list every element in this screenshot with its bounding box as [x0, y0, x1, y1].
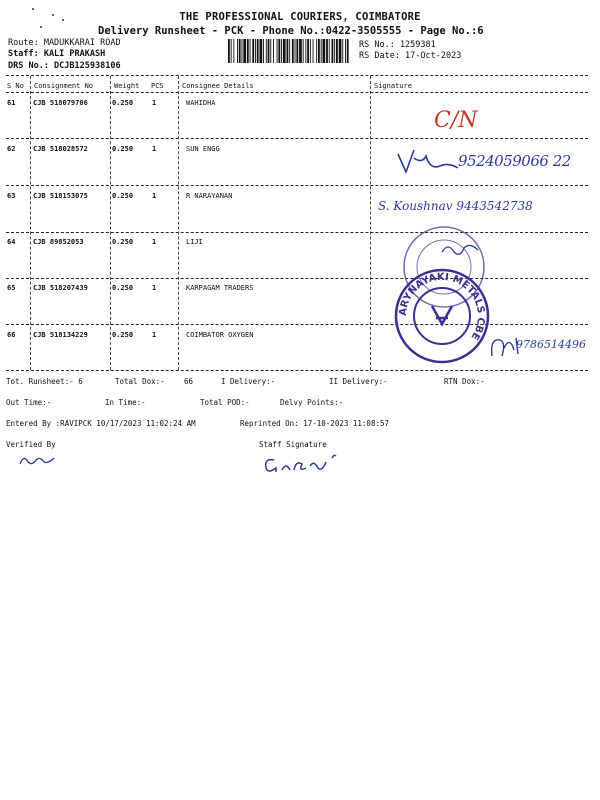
barcode-bar: [345, 39, 346, 63]
row-pcs: 1: [152, 145, 157, 153]
barcode-bar: [263, 39, 264, 63]
barcode-bar: [239, 39, 241, 63]
row-consignee: LIJI: [186, 238, 203, 246]
rs-date: RS Date: 17-Oct-2023: [359, 51, 462, 61]
handwritten-name-phone: S. Koushnav 9443542738: [378, 199, 533, 213]
ii-delivery: II Delivery:-: [329, 377, 388, 386]
out-time: Out Time:-: [6, 398, 52, 407]
row-weight: 0.250: [112, 99, 134, 107]
barcode-bar: [313, 39, 314, 63]
row-sno: 63: [7, 192, 16, 200]
row-pcs: 1: [152, 99, 157, 107]
rs-number: RS No.: 1259381: [359, 40, 436, 50]
barcode-bar: [243, 39, 246, 63]
total-dox-label: Total Dox:-: [115, 377, 165, 386]
row-sno: 65: [7, 284, 16, 292]
barcode-bar: [255, 39, 256, 63]
column-divider: [30, 76, 31, 370]
barcode-bar: [233, 39, 234, 63]
barcode-bar: [250, 39, 251, 63]
barcode-bar: [237, 39, 238, 63]
col-header-weight: Weight: [114, 82, 140, 90]
barcode-bar: [283, 39, 286, 63]
barcode-bar: [289, 39, 290, 63]
barcode-bar: [342, 39, 343, 63]
barcode-bar: [347, 39, 349, 63]
column-divider: [178, 76, 179, 370]
barcode-bar: [339, 39, 342, 63]
total-pod: Total POD:-: [200, 398, 250, 407]
row-weight: 0.250: [112, 192, 134, 200]
barcode-bar: [292, 39, 294, 63]
row-sno: 62: [7, 145, 16, 153]
svg-text:ARYNAYAKI METALS CBE: ARYNAYAKI METALS CBE: [397, 271, 487, 342]
row-consignment: CJB 518079706: [33, 99, 88, 107]
handwritten-cn: C/N: [434, 108, 478, 133]
barcode-bar: [278, 39, 280, 63]
verified-by-label: Verified By: [6, 440, 56, 449]
barcode-bar: [321, 39, 322, 63]
barcode-bar: [266, 39, 267, 63]
in-time: In Time:-: [105, 398, 146, 407]
barcode-bar: [310, 39, 311, 63]
row-consignee: R NARAYANAN: [186, 192, 233, 200]
barcode-bar: [257, 39, 259, 63]
row-pcs: 1: [152, 284, 157, 292]
delivery-points: Delvy Points:-: [280, 398, 344, 407]
row-pcs: 1: [152, 331, 157, 339]
row-consignment: CJB 518028572: [33, 145, 88, 153]
row-consignee: SUN ENGG: [186, 145, 220, 153]
row-sno: 61: [7, 99, 16, 107]
barcode-bar: [247, 39, 249, 63]
row-sno: 66: [7, 331, 16, 339]
barcode: [228, 39, 350, 63]
barcode-bar: [332, 39, 334, 63]
barcode-bar: [242, 39, 243, 63]
total-dox-value: 66: [184, 377, 194, 386]
reprinted-on: Reprinted On: 17-10-2023 11:08:57: [240, 419, 390, 428]
table-top-border: [6, 75, 588, 76]
row-consignee: KARPAGAM TRADERS: [186, 284, 254, 292]
col-header-pcs: PCS: [151, 82, 164, 90]
barcode-bar: [316, 39, 317, 63]
row-pcs: 1: [152, 238, 157, 246]
company-stamp: [392, 266, 492, 366]
signature-scribble: [396, 146, 466, 176]
col-header-consignee: Consignee Details: [182, 82, 254, 90]
staff-signature-label: Staff Signature: [259, 440, 327, 449]
row-consignment: CJB 518153075: [33, 192, 88, 200]
barcode-bar: [231, 39, 232, 63]
rtn-dox: RTN Dox:-: [444, 377, 485, 386]
barcode-bar: [273, 39, 274, 63]
row-sno: 64: [7, 238, 16, 246]
runsheet-subtitle: Delivery Runsheet - PCK - Phone No.:0422-3505555 - Page No.:6: [98, 25, 484, 37]
barcode-bar: [252, 39, 254, 63]
barcode-bar: [334, 39, 335, 63]
row-consignment: CJB 518207439: [33, 284, 88, 292]
barcode-bar: [295, 39, 296, 63]
row-consignee: COIMBATOR OXYGEN: [186, 331, 254, 339]
barcode-bar: [228, 39, 230, 63]
row-divider: [6, 185, 588, 186]
barcode-bar: [318, 39, 320, 63]
drs-number: DRS No.: DCJB125938106: [8, 61, 121, 71]
total-runsheet: Tot. Runsheet:- 6: [6, 377, 83, 386]
barcode-bar: [326, 39, 328, 63]
row-consignee: WAHIDHA: [186, 99, 216, 107]
row-weight: 0.250: [112, 284, 134, 292]
scan-speck: [32, 8, 34, 10]
row-divider: [6, 138, 588, 139]
entered-by: Entered By :RAVIPCK 10/17/2023 11:02:24 AM: [6, 419, 196, 428]
company-title: THE PROFESSIONAL COURIERS, COIMBATORE: [179, 11, 421, 23]
barcode-bar: [305, 39, 306, 63]
row-weight: 0.250: [112, 145, 134, 153]
barcode-bar: [270, 39, 271, 63]
staff-label: Staff: KALI PRAKASH: [8, 49, 106, 59]
barcode-bar: [296, 39, 298, 63]
barcode-bar: [299, 39, 302, 63]
barcode-bar: [307, 39, 309, 63]
staff-signature: [260, 452, 350, 476]
barcode-bar: [336, 39, 338, 63]
row-weight: 0.250: [112, 331, 134, 339]
header-divider: [6, 92, 588, 93]
handwritten-phone: 9786514496: [516, 338, 586, 351]
barcode-bar: [277, 39, 278, 63]
barcode-bar: [281, 39, 282, 63]
row-consignment: CJB 89852053: [33, 238, 84, 246]
i-delivery: I Delivery:-: [221, 377, 276, 386]
barcode-bar: [329, 39, 330, 63]
barcode-bar: [287, 39, 289, 63]
col-header-signature: Signature: [374, 82, 412, 90]
table-bottom-border: [6, 370, 588, 371]
row-divider: [6, 324, 588, 325]
barcode-bar: [260, 39, 263, 63]
row-weight: 0.250: [112, 238, 134, 246]
scan-speck: [40, 26, 42, 28]
row-pcs: 1: [152, 192, 157, 200]
barcode-bar: [268, 39, 270, 63]
column-divider: [110, 76, 111, 370]
handwritten-phone: 9524059066 22: [458, 152, 571, 170]
row-consignment: CJB 518134229: [33, 331, 88, 339]
col-header-consignment: Consignment No: [34, 82, 94, 90]
column-divider: [370, 76, 371, 370]
verifier-signature: [18, 452, 58, 468]
col-header-sno: S No: [7, 82, 24, 90]
barcode-bar: [323, 39, 326, 63]
route-label: Route: MADUKKARAI ROAD: [8, 38, 121, 48]
barcode-bar: [303, 39, 304, 63]
